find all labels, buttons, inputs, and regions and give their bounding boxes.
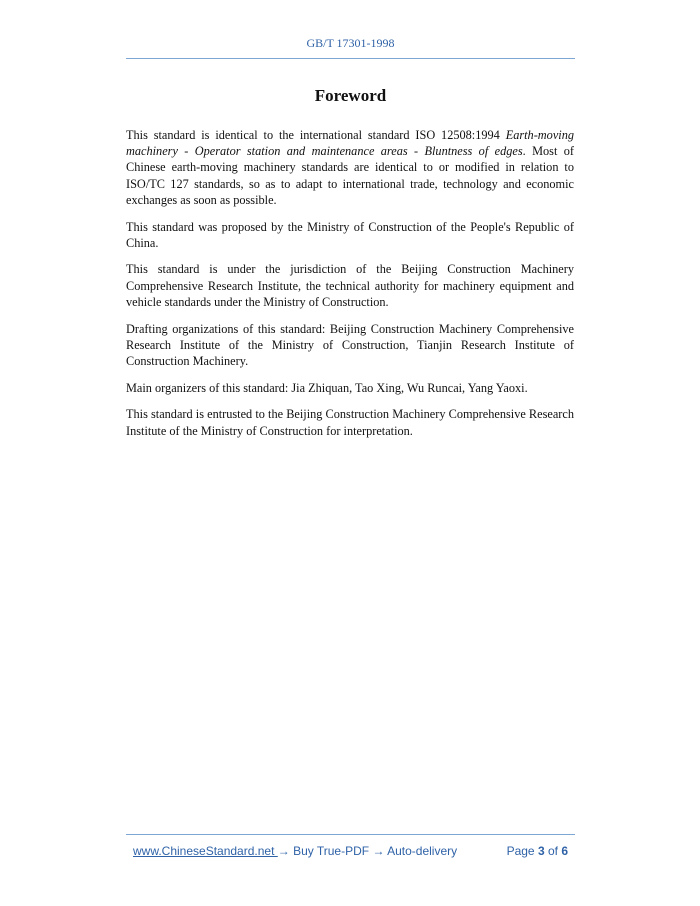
paragraph-text: This standard is identical to the international standard ISO 12508:1994 bbox=[126, 128, 506, 142]
foreword-body bbox=[126, 127, 574, 449]
document-code-header: GB/T 17301-1998 bbox=[306, 36, 395, 50]
page-current: 3 bbox=[537, 844, 545, 858]
footer-divider bbox=[126, 834, 575, 835]
header-divider bbox=[126, 58, 575, 59]
paragraph-identical-standard bbox=[126, 127, 574, 208]
paragraph-main-organizers: Main organizers of this standard: Jia Zhiquan, Tao Xing, Wu Runcai, Yang Yaoxi. bbox=[126, 380, 528, 395]
paragraph-text: . Most of Chinese earth-moving machinery standards are identical to or modified in relation to ISO/TC 127 standards, so as to adapt to international trade, technology and economic exchanges as soon as possible. bbox=[126, 144, 574, 207]
buy-pdf-text: → Buy True-PDF → Auto-delivery bbox=[277, 844, 458, 858]
footer-promo bbox=[133, 844, 457, 858]
page-of: of bbox=[544, 844, 562, 858]
paragraph-drafting-organizations: Drafting organizations of this standard: Beijing Construction Machinery Comprehensive Research Institute of the Ministry of Construction, Tianjin Research Institute of Construction Machinery. bbox=[126, 321, 574, 368]
page-title: Foreword bbox=[314, 86, 387, 105]
paragraph-jurisdiction: This standard is under the jurisdiction of the Beijing Construction Machinery Comprehensive Research Institute, the technical authority for machinery equipment and vehicle standards under the Ministry of Construction. bbox=[126, 262, 574, 309]
site-link[interactable]: www.ChineseStandard.net bbox=[133, 844, 278, 858]
page-label: Page bbox=[506, 844, 538, 858]
page-total: 6 bbox=[561, 844, 568, 858]
paragraph-interpretation: This standard is entrusted to the Beijing Construction Machinery Comprehensive Research Institute of the Ministry of Construction for interpretation. bbox=[126, 407, 574, 438]
paragraph-proposed-by: This standard was proposed by the Ministry of Construction of the People's Republic of China. bbox=[126, 219, 574, 250]
italic-standard-title: Earth-moving machinery - Operator station and maintenance areas - Bluntness of edges bbox=[126, 128, 574, 159]
page-number bbox=[507, 844, 568, 858]
